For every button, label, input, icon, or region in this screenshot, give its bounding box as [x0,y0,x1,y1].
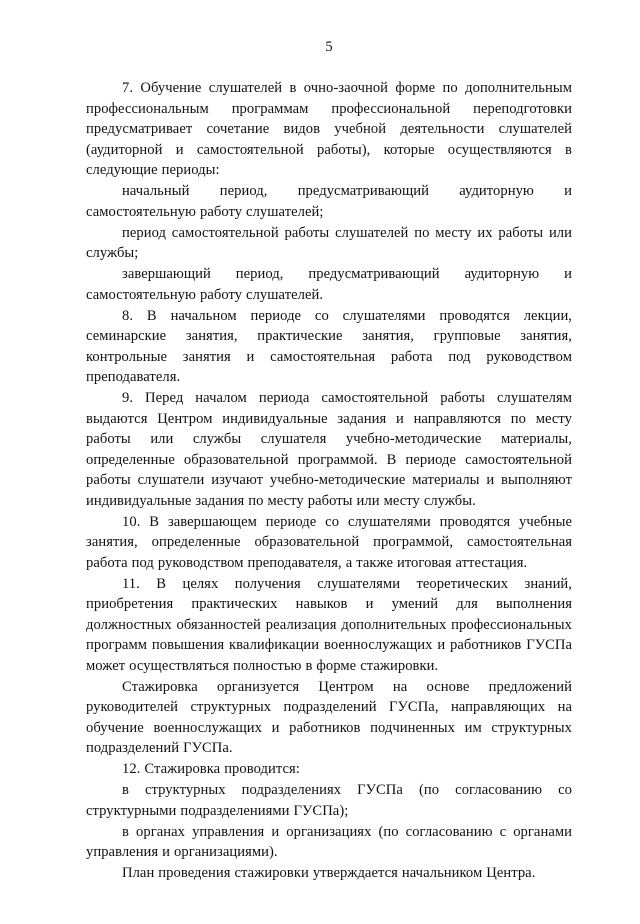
paragraph-item-9: 9. Перед началом периода самостоятельной работы слушателям выдаются Центром индивидуальные задания и направляются по месту работы или службы слушателя учебно-методические материалы, определенные образовательной программой. В периоде самостоятельной работы слушатели изучают учебно-методические материалы и выполняют индивидуальные задания по месту работы или месту службы. [86,390,572,509]
paragraph-item-11: 11. В целях получения слушателями теоретических знаний, приобретения практических навыков и умений для выполнения должностных обязанностей реализация дополнительных профессиональных программ повышения квалификации военнослужащих и работников ГУСПа может осуществляться полностью в форме стажировки. [86,575,572,674]
paragraph-initial-period: начальный период, предусматривающий аудиторную и самостоятельную работу слушателей; [86,183,572,220]
document-body [86,78,572,884]
paragraph-item-10: 10. В завершающем периоде со слушателями проводятся учебные занятия, определенные образовательной программой, самостоятельная работа под руководством преподавателя, а также итоговая аттестация. [86,513,572,571]
paragraph-final-period: завершающий период, предусматривающий аудиторную и самостоятельную работу слушателей. [86,266,572,303]
paragraph-item-8: 8. В начальном периоде со слушателями проводятся лекции, семинарские занятия, практические занятия, групповые занятия, контрольные занятия и самостоятельная работа под руководством преподавателя. [86,307,572,385]
paragraph-internship-organization: Стажировка организуется Центром на основе предложений руководителей структурных подразделений ГУСПа, направляющих на обучение военнослужащих и работников подчиненных им структурных подразделений ГУСПа. [86,678,572,756]
paragraph-internship-plan: План проведения стажировки утверждается начальником Центра. [122,865,536,881]
paragraph-item-7: 7. Обучение слушателей в очно-заочной форме по дополнительным профессиональным программам профессиональной переподготовки предусматривает сочетание видов учебной деятельности слушателей (аудиторной и самостоятельной работы), которые осуществляются в следующие периоды: [86,80,572,178]
page-number: 5 [325,39,333,55]
paragraph-item-12: 12. Стажировка проводится: [122,761,300,777]
paragraph-internship-in-organs: в органах управления и организациях (по согласованию с органами управления и организациями). [86,823,572,860]
paragraph-internship-in-units: в структурных подразделениях ГУСПа (по согласованию со структурными подразделениями ГУСПа); [86,782,572,819]
paragraph-self-study-period: период самостоятельной работы слушателей по месту их работы или службы; [86,224,572,261]
